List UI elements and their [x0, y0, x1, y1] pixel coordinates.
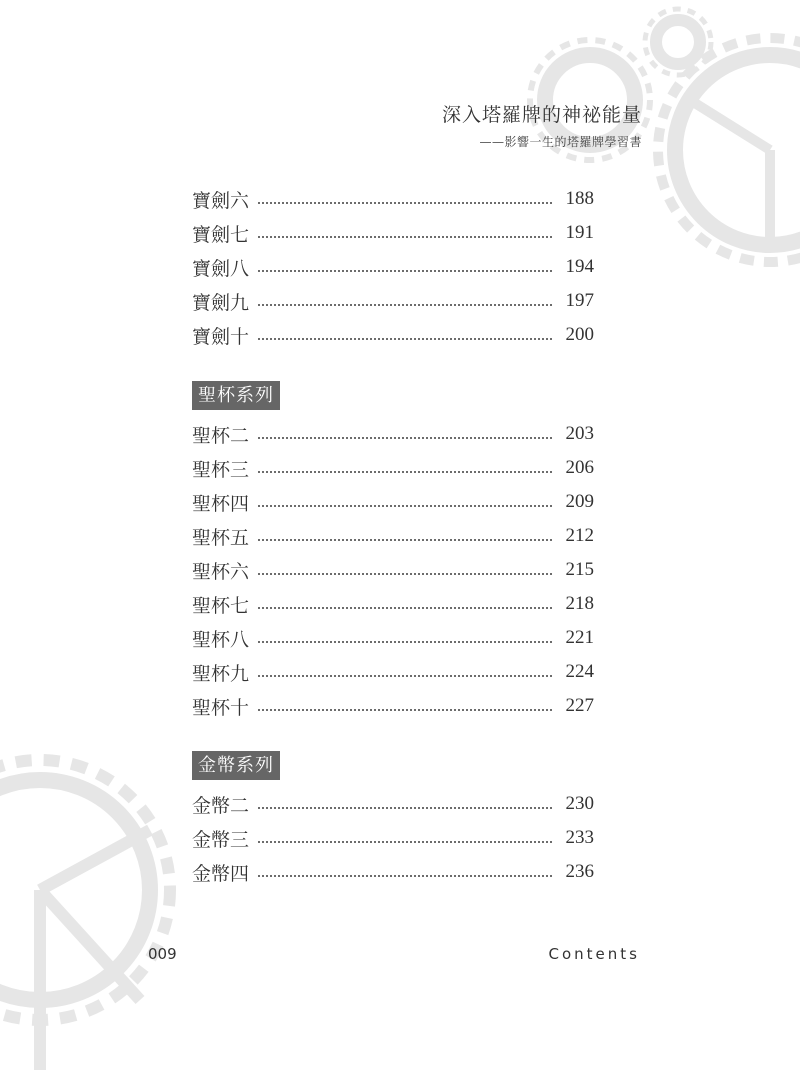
toc-entry-title: 寶劍六	[192, 189, 250, 212]
book-header	[442, 100, 642, 150]
leader-dots	[257, 607, 554, 609]
toc-entry[interactable]	[192, 553, 594, 587]
toc-entry-page: 236	[565, 861, 594, 882]
toc-entry[interactable]	[192, 451, 594, 485]
toc-entry-page: 224	[565, 661, 594, 682]
toc-entry-title: 金幣二	[192, 794, 250, 817]
toc-entry-page: 191	[565, 222, 594, 243]
leader-dots	[257, 236, 554, 238]
toc-entry[interactable]	[192, 216, 594, 250]
toc-entry[interactable]	[192, 519, 594, 553]
toc-entry-page: 206	[565, 457, 594, 478]
toc-entry[interactable]	[192, 689, 594, 723]
toc-entry[interactable]	[192, 621, 594, 655]
toc-entry-title: 寶劍七	[192, 223, 250, 246]
toc-entry-title: 聖杯八	[192, 628, 250, 651]
toc-entry-page: 215	[565, 559, 594, 580]
gear-icon	[0, 740, 200, 1072]
leader-dots	[257, 573, 554, 575]
toc-entry-page: 200	[565, 324, 594, 345]
toc-entry-page: 233	[565, 827, 594, 848]
toc-entry-title: 聖杯四	[192, 492, 250, 515]
toc-entry-title: 聖杯三	[192, 458, 250, 481]
toc-entry[interactable]	[192, 787, 594, 821]
toc-entry-title: 聖杯五	[192, 526, 250, 549]
leader-dots	[257, 202, 554, 204]
toc-entry-page: 212	[565, 525, 594, 546]
toc-entry-page: 188	[565, 188, 594, 209]
toc-entry-title: 聖杯十	[192, 696, 250, 719]
toc-entry-title: 聖杯二	[192, 424, 250, 447]
toc-entry-page: 197	[565, 290, 594, 311]
leader-dots	[257, 641, 554, 643]
toc-entry[interactable]	[192, 587, 594, 621]
toc-entry[interactable]	[192, 250, 594, 284]
footer-section-label: Contents	[548, 945, 640, 963]
leader-dots	[257, 471, 554, 473]
leader-dots	[257, 675, 554, 677]
toc-entry-page: 230	[565, 793, 594, 814]
toc-entry-page: 203	[565, 423, 594, 444]
toc-entry[interactable]	[192, 821, 594, 855]
toc-entry[interactable]	[192, 318, 594, 352]
toc-entry[interactable]	[192, 284, 594, 318]
leader-dots	[257, 875, 554, 877]
toc-section-swords	[192, 182, 594, 352]
leader-dots	[257, 709, 554, 711]
toc-entry-title: 聖杯九	[192, 662, 250, 685]
section-heading-pentacles: 金幣系列	[192, 751, 280, 780]
toc-section-cups	[192, 417, 594, 723]
leader-dots	[257, 841, 554, 843]
toc-entry[interactable]	[192, 417, 594, 451]
leader-dots	[257, 338, 554, 340]
toc-entry[interactable]	[192, 655, 594, 689]
leader-dots	[257, 539, 554, 541]
toc-entry-page: 209	[565, 491, 594, 512]
toc-entry-title: 聖杯七	[192, 594, 250, 617]
toc-entry-title: 聖杯六	[192, 560, 250, 583]
toc-entry[interactable]	[192, 485, 594, 519]
leader-dots	[257, 807, 554, 809]
leader-dots	[257, 270, 554, 272]
toc-entry-page: 218	[565, 593, 594, 614]
leader-dots	[257, 505, 554, 507]
toc-entry-page: 194	[565, 256, 594, 277]
toc-entry-title: 金幣四	[192, 862, 250, 885]
toc-entry[interactable]	[192, 182, 594, 216]
toc-entry-title: 寶劍八	[192, 257, 250, 280]
page-number: 009	[148, 945, 177, 963]
toc-entry-title: 金幣三	[192, 828, 250, 851]
book-title: 深入塔羅牌的神祕能量	[441, 104, 642, 126]
toc-entry-page: 221	[565, 627, 594, 648]
toc-entry-title: 寶劍九	[192, 291, 250, 314]
leader-dots	[257, 304, 554, 306]
book-subtitle: ——影響一生的塔羅牌學習書	[479, 135, 642, 149]
toc-entry-title: 寶劍十	[192, 325, 250, 348]
toc-entry[interactable]	[192, 855, 594, 889]
toc-section-pentacles	[192, 787, 594, 889]
section-heading-cups: 聖杯系列	[192, 381, 280, 410]
leader-dots	[257, 437, 554, 439]
toc-entry-page: 227	[565, 695, 594, 716]
